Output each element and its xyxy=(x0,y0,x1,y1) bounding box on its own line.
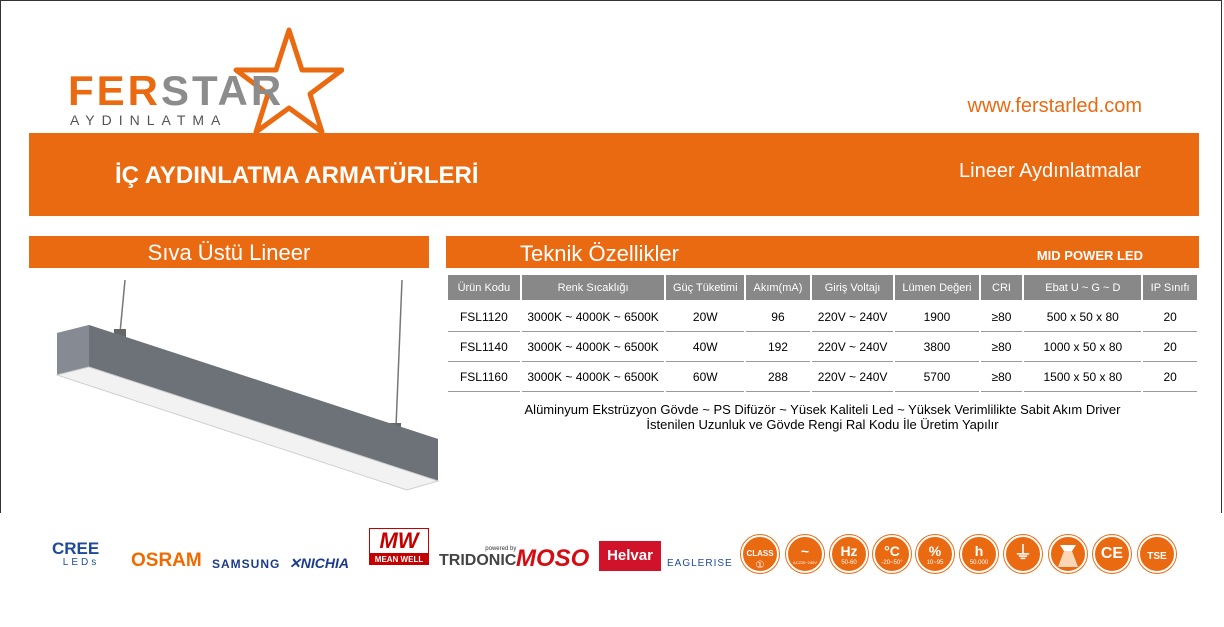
nichia-logo xyxy=(289,555,349,572)
cert-label: h xyxy=(974,543,984,559)
ac-voltage-icon xyxy=(786,535,824,573)
cert-label: % xyxy=(928,543,942,559)
frequency-icon xyxy=(830,535,868,573)
cell-voltage: 220V ~ 240V xyxy=(812,362,893,392)
cert-label: ~ xyxy=(800,543,810,559)
tridonic-text: TRIDONIC xyxy=(439,552,517,569)
lifetime-icon xyxy=(960,535,998,573)
tridonic-pretext: powered by xyxy=(485,546,517,552)
cell-color-temp: 3000K ~ 4000K ~ 6500K xyxy=(522,332,665,362)
product-title: Sıva Üstü Lineer xyxy=(29,236,429,268)
cell-size: 1000 x 50 x 80 xyxy=(1024,332,1141,362)
col-header: Güç Tüketimi xyxy=(666,275,744,302)
cert-sub-label: 10~95 xyxy=(926,560,944,566)
cell-power: 60W xyxy=(666,362,744,392)
cert-label: ⏚ xyxy=(1014,543,1032,563)
cell-current: 96 xyxy=(746,302,810,332)
cert-label: CE xyxy=(1100,545,1124,562)
samsung-logo: SAMSUNG xyxy=(212,557,281,571)
col-header: Ürün Kodu xyxy=(448,275,520,302)
cell-voltage: 220V ~ 240V xyxy=(812,332,893,362)
cell-code: FSL1140 xyxy=(448,332,520,362)
linear-lamp-image xyxy=(29,275,449,510)
temperature-icon xyxy=(873,535,911,573)
logo-wordmark xyxy=(68,67,285,114)
cert-label: CLASS xyxy=(746,549,774,558)
helvar-logo: Helvar xyxy=(599,541,661,571)
col-header: Lümen Değeri xyxy=(895,275,978,302)
cert-sub-label: -20~50° xyxy=(881,560,903,566)
ground-icon xyxy=(1004,535,1042,573)
category-banner xyxy=(29,133,1199,216)
col-header: Giriş Voltajı xyxy=(812,275,893,302)
col-header: IP Sınıfı xyxy=(1143,275,1197,302)
tridonic-logo xyxy=(439,546,516,570)
cert-sub-label: ① xyxy=(755,560,765,571)
cell-lumen: 5700 xyxy=(895,362,978,392)
ce-icon xyxy=(1093,535,1131,573)
ferstar-logo xyxy=(64,26,344,136)
cell-size: 1500 x 50 x 80 xyxy=(1024,362,1141,392)
meanwell-logo xyxy=(369,528,429,565)
specs-table xyxy=(446,275,1199,392)
banner-subtitle: Lineer Aydınlatmalar xyxy=(959,160,1141,182)
cell-power: 20W xyxy=(666,302,744,332)
cell-code: FSL1120 xyxy=(448,302,520,332)
cell-lumen: 3800 xyxy=(895,332,978,362)
col-header: Renk Sıcaklığı xyxy=(522,275,665,302)
cree-text: CREE xyxy=(52,539,100,558)
cell-code: FSL1160 xyxy=(448,362,520,392)
col-header: CRI xyxy=(981,275,1023,302)
table-row xyxy=(448,362,1197,392)
cell-cri: ≥80 xyxy=(981,362,1023,392)
osram-logo: OSRAM xyxy=(131,550,202,571)
table-header-row xyxy=(448,275,1197,302)
col-header: Akım(mA) xyxy=(746,275,810,302)
table-row xyxy=(448,302,1197,332)
cell-voltage: 220V ~ 240V xyxy=(812,302,893,332)
nichia-text: NICHIA xyxy=(300,555,349,571)
moso-logo: MOSO xyxy=(516,545,590,572)
cell-color-temp: 3000K ~ 4000K ~ 6500K xyxy=(522,302,665,332)
eaglerise-logo: EAGLERISE xyxy=(667,558,733,569)
meanwell-text: MEAN WELL xyxy=(369,554,429,565)
cert-sub-label: AC220~240V xyxy=(793,560,817,565)
cert-label: °C xyxy=(884,543,900,559)
specs-header xyxy=(446,236,1199,268)
table-row xyxy=(448,332,1197,362)
cree-logo xyxy=(52,540,99,568)
cell-size: 500 x 50 x 80 xyxy=(1024,302,1141,332)
cell-cri: ≥80 xyxy=(981,332,1023,362)
product-description xyxy=(446,402,1199,432)
humidity-icon xyxy=(916,535,954,573)
specs-title: Teknik Özellikler xyxy=(520,241,679,266)
banner-title: İÇ AYDINLATMA ARMATÜRLERİ xyxy=(115,162,479,189)
tse-icon xyxy=(1138,535,1176,573)
led-type-badge: MID POWER LED xyxy=(1036,248,1143,263)
logo-star: STAR xyxy=(161,67,285,114)
downlight-icon xyxy=(1051,537,1085,571)
cell-color-temp: 3000K ~ 4000K ~ 6500K xyxy=(522,362,665,392)
cree-sub-text: LEDs xyxy=(62,557,100,568)
description-line: İstenilen Uzunluk ve Gövde Rengi Ral Kodu İle Üretim Yapılır xyxy=(646,417,999,432)
description-line: Alüminyum Ekstrüzyon Gövde ~ PS Difüzör ~ Yüsek Kaliteli Led ~ Yüksek Verimlilikte Sabit Akım Driver xyxy=(524,402,1121,417)
cell-ip: 20 xyxy=(1143,302,1197,332)
cell-lumen: 1900 xyxy=(895,302,978,332)
lamp-icon xyxy=(1049,535,1087,573)
website-link[interactable]: www.ferstarled.com xyxy=(967,95,1142,117)
cert-label: TSE xyxy=(1147,551,1167,562)
col-header: Ebat U ~ G ~ D xyxy=(1024,275,1141,302)
cell-current: 192 xyxy=(746,332,810,362)
class-1-icon xyxy=(741,535,779,573)
cell-ip: 20 xyxy=(1143,332,1197,362)
logo-fer: FER xyxy=(68,67,161,114)
cert-sub-label: 50-60 xyxy=(841,560,857,566)
logo-tagline: AYDINLATMA xyxy=(70,112,228,128)
cell-ip: 20 xyxy=(1143,362,1197,392)
meanwell-mark: MW xyxy=(369,528,429,554)
cell-cri: ≥80 xyxy=(981,302,1023,332)
cell-power: 40W xyxy=(666,332,744,362)
cert-label: Hz xyxy=(840,543,858,559)
cert-sub-label: 50.000 xyxy=(969,560,989,566)
cell-current: 288 xyxy=(746,362,810,392)
nichia-icon: ✕ xyxy=(289,555,301,571)
